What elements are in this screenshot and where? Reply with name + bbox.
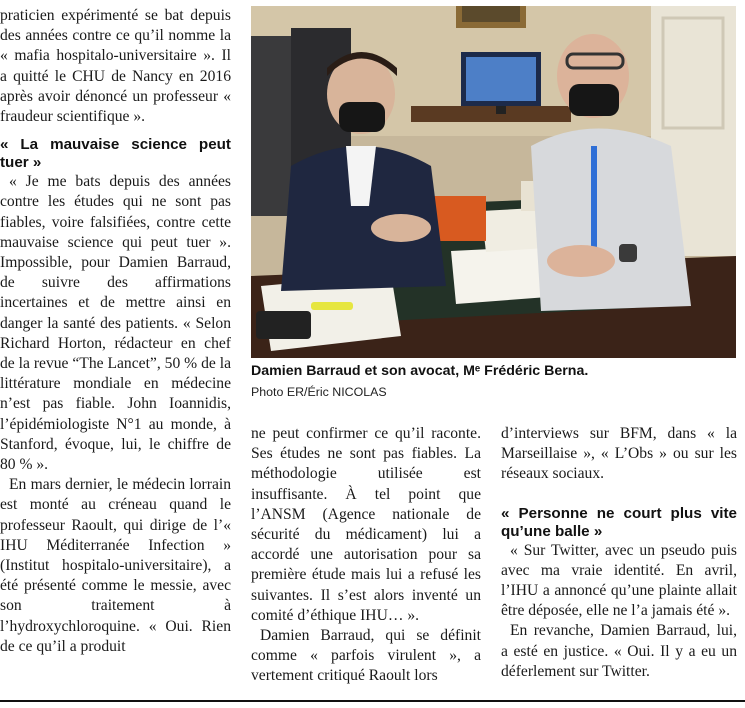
article-photo: [251, 6, 736, 358]
photo-caption: Damien Barraud et son avocat, Mᵉ Frédéric Berna.: [251, 363, 589, 379]
article-column-right: [501, 424, 737, 682]
paragraph: « Sur Twitter, avec un pseudo puis avec ma vraie identité. En avril, l’IHU a annoncé qu’une plainte allait être déposée, elle ne l’a jamais été ».: [501, 541, 737, 620]
paragraph: « Je me bats depuis des années contre les études qui ne sont pas fiables, voire falsifiées, contre cette mauvaise science qui peut tuer ». Impossible, pour Damien Barraud, de suivre des affirmations incertaines et de mettre ainsi en danger la santé des patients. « Selon Richard Horton, rédacteur en chef de la revue “The Lancet”, 50 % de la littérature mondiale en médecine n’est pas fiable. John Ioannidis, l’épidémiologiste N°1 au monde, à Stanford, évoque, lui, le chiffre de 80 % ».: [0, 173, 231, 474]
paragraph: d’interviews sur BFM, dans « la Marseillaise », « L’Obs » ou sur les réseaux sociaux.: [501, 425, 737, 483]
article-column-left: [0, 6, 231, 657]
photo-credit: Photo ER/Éric NICOLAS: [251, 385, 387, 399]
article-column-middle: [251, 424, 481, 687]
bottom-rule: [0, 700, 745, 702]
paragraph: ne peut confirmer ce qu’il raconte. Ses études ne sont pas fiables. La méthodologie utilisée est insuffisante. À tel point que l’ANSM (Agence nationale de sécurité du médicament) lui a accordé une autorisation pour sa première étude mais lui a refusé les suivantes. Il s’est alors inventé un comité d’éthique IHU… ».: [251, 425, 481, 624]
section-heading: « Personne ne court plus vite qu’une balle »: [501, 504, 737, 540]
paragraph: En mars dernier, le médecin lorrain est monté au créneau quand le professeur Raoult, qui dirige de l’« IHU Méditerranée Infection » (Institut hospitalo-universitaire), a été présenté comme le messie, avec son traitement à l’hydroxychloroquine. « Oui. Rien de ce qu’il a produit: [0, 476, 231, 655]
paragraph: En revanche, Damien Barraud, lui, a esté en justice. « Oui. Il y a eu un déferlement sur Twitter.: [501, 622, 737, 680]
section-heading: « La mauvaise science peut tuer »: [0, 136, 231, 172]
paragraph: praticien expérimenté se bat depuis des années contre ce qu’il nomme la « mafia hospitalo-universitaire ». Il a quitté le CHU de Nancy en 2016 après avoir dénoncé un professeur « fraudeur scientifique ».: [0, 7, 231, 126]
paragraph: Damien Barraud, qui se définit comme « parfois virulent », a vertement critiqué Raoult lors: [251, 627, 481, 685]
